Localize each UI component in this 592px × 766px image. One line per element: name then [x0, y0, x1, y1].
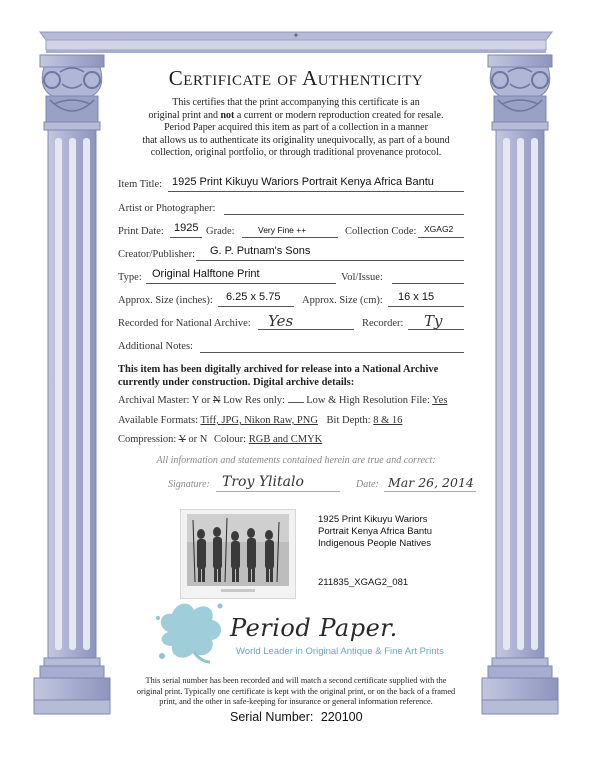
- svg-text:✦: ✦: [292, 31, 300, 40]
- right-column: [482, 55, 558, 714]
- print-date-value: 1925: [174, 222, 199, 234]
- artist-label: Artist or Photographer:: [118, 203, 216, 214]
- serial-label: Serial Number:: [230, 710, 314, 724]
- serial-number: [230, 710, 363, 724]
- intro-line-2: original print and not a current or modern reproduction created for resale.: [148, 109, 444, 121]
- notes-label: Additional Notes:: [118, 341, 193, 352]
- item-title-value: 1925 Print Kikuyu Wariors Portrait Kenya Africa Bantu: [172, 176, 434, 188]
- print-caption: 1925 Print Kikuyu Wariors Portrait Kenya Africa Bantu Indigenous People Natives: [318, 514, 433, 549]
- recorder-label: Recorder:: [362, 318, 404, 329]
- signature-value: Troy Ylitalo: [222, 474, 304, 490]
- archive-value: Yes: [268, 312, 294, 330]
- compression-row: Compression: Y or N Colour: RGB and CMYK: [118, 434, 323, 445]
- collection-code-label: Collection Code:: [345, 226, 417, 237]
- item-title-label: Item Title:: [118, 179, 163, 190]
- item-code: 211835_XGAG2_081: [318, 577, 409, 588]
- intro-line-3: Period Paper acquired this item as part of a collection in a manner: [164, 122, 428, 133]
- vol-label: Vol/Issue:: [341, 272, 383, 283]
- grade-label: Grade:: [206, 226, 235, 237]
- size-cm-value: 16 x 15: [398, 291, 435, 303]
- creator-value: G. P. Putnam's Sons: [210, 245, 311, 257]
- intro-line-5: collection, original portfolio, or through traditional provenance protocol.: [150, 147, 442, 158]
- recorder-value: Ty: [424, 312, 443, 330]
- creator-label: Creator/Publisher:: [118, 249, 195, 260]
- archive-notice: This item has been digitally archived for release into a National Archive currently under construction. Digital archive details:: [118, 364, 439, 388]
- archival-master-row: Archival Master: Y or N Low Res only: Low & High Resolution File: Yes: [118, 395, 448, 406]
- footer-notice: This serial number has been recorded and will match a second certificate supplied with the original print. Typically one certificate is kept with the original print, or on the back of a framed print, and the other in safe-keeping for insurance or general information reference.: [136, 676, 456, 706]
- intro-paragraph: [116, 97, 476, 160]
- print-thumbnail: [180, 509, 296, 599]
- serial-value: 220100: [320, 710, 363, 724]
- left-column: [34, 55, 110, 714]
- certificate-title: Certificate of Authenticity: [168, 66, 424, 90]
- logo-wordmark: Period Paper.: [230, 614, 398, 642]
- print-date-label: Print Date:: [118, 226, 164, 237]
- collection-code-value: XGAG2: [424, 224, 454, 234]
- intro-line-4: that allows us to authenticate its originality unequivocally, as part of a bound: [142, 134, 450, 146]
- paint-splash-logo-icon: [150, 596, 230, 668]
- date-label: Date:: [356, 479, 379, 490]
- formats-row: Available Formats: Tiff, JPG, Nikon Raw, PNG Bit Depth: 8 & 16: [118, 415, 403, 426]
- top-beam: [46, 40, 546, 50]
- type-value: Original Halftone Print: [152, 268, 260, 280]
- size-cm-label: Approx. Size (cm):: [302, 295, 383, 306]
- logo-tagline: World Leader in Original Antique & Fine Art Prints: [236, 646, 444, 657]
- date-value: Mar 26, 2014: [388, 475, 474, 490]
- type-label: Type:: [118, 272, 142, 283]
- grade-value: Very Fine ++: [258, 225, 307, 235]
- size-inches-value: 6.25 x 5.75: [226, 291, 281, 303]
- warriors-photo-image: [181, 510, 295, 598]
- signature-label: Signature:: [168, 479, 210, 490]
- size-inches-label: Approx. Size (inches):: [118, 295, 213, 306]
- intro-line-1: This certifies that the print accompanying this certificate is an: [172, 97, 420, 108]
- archive-label: Recorded for National Archive:: [118, 318, 251, 329]
- attestation-text: All information and statements contained herein are true and correct:: [156, 455, 436, 466]
